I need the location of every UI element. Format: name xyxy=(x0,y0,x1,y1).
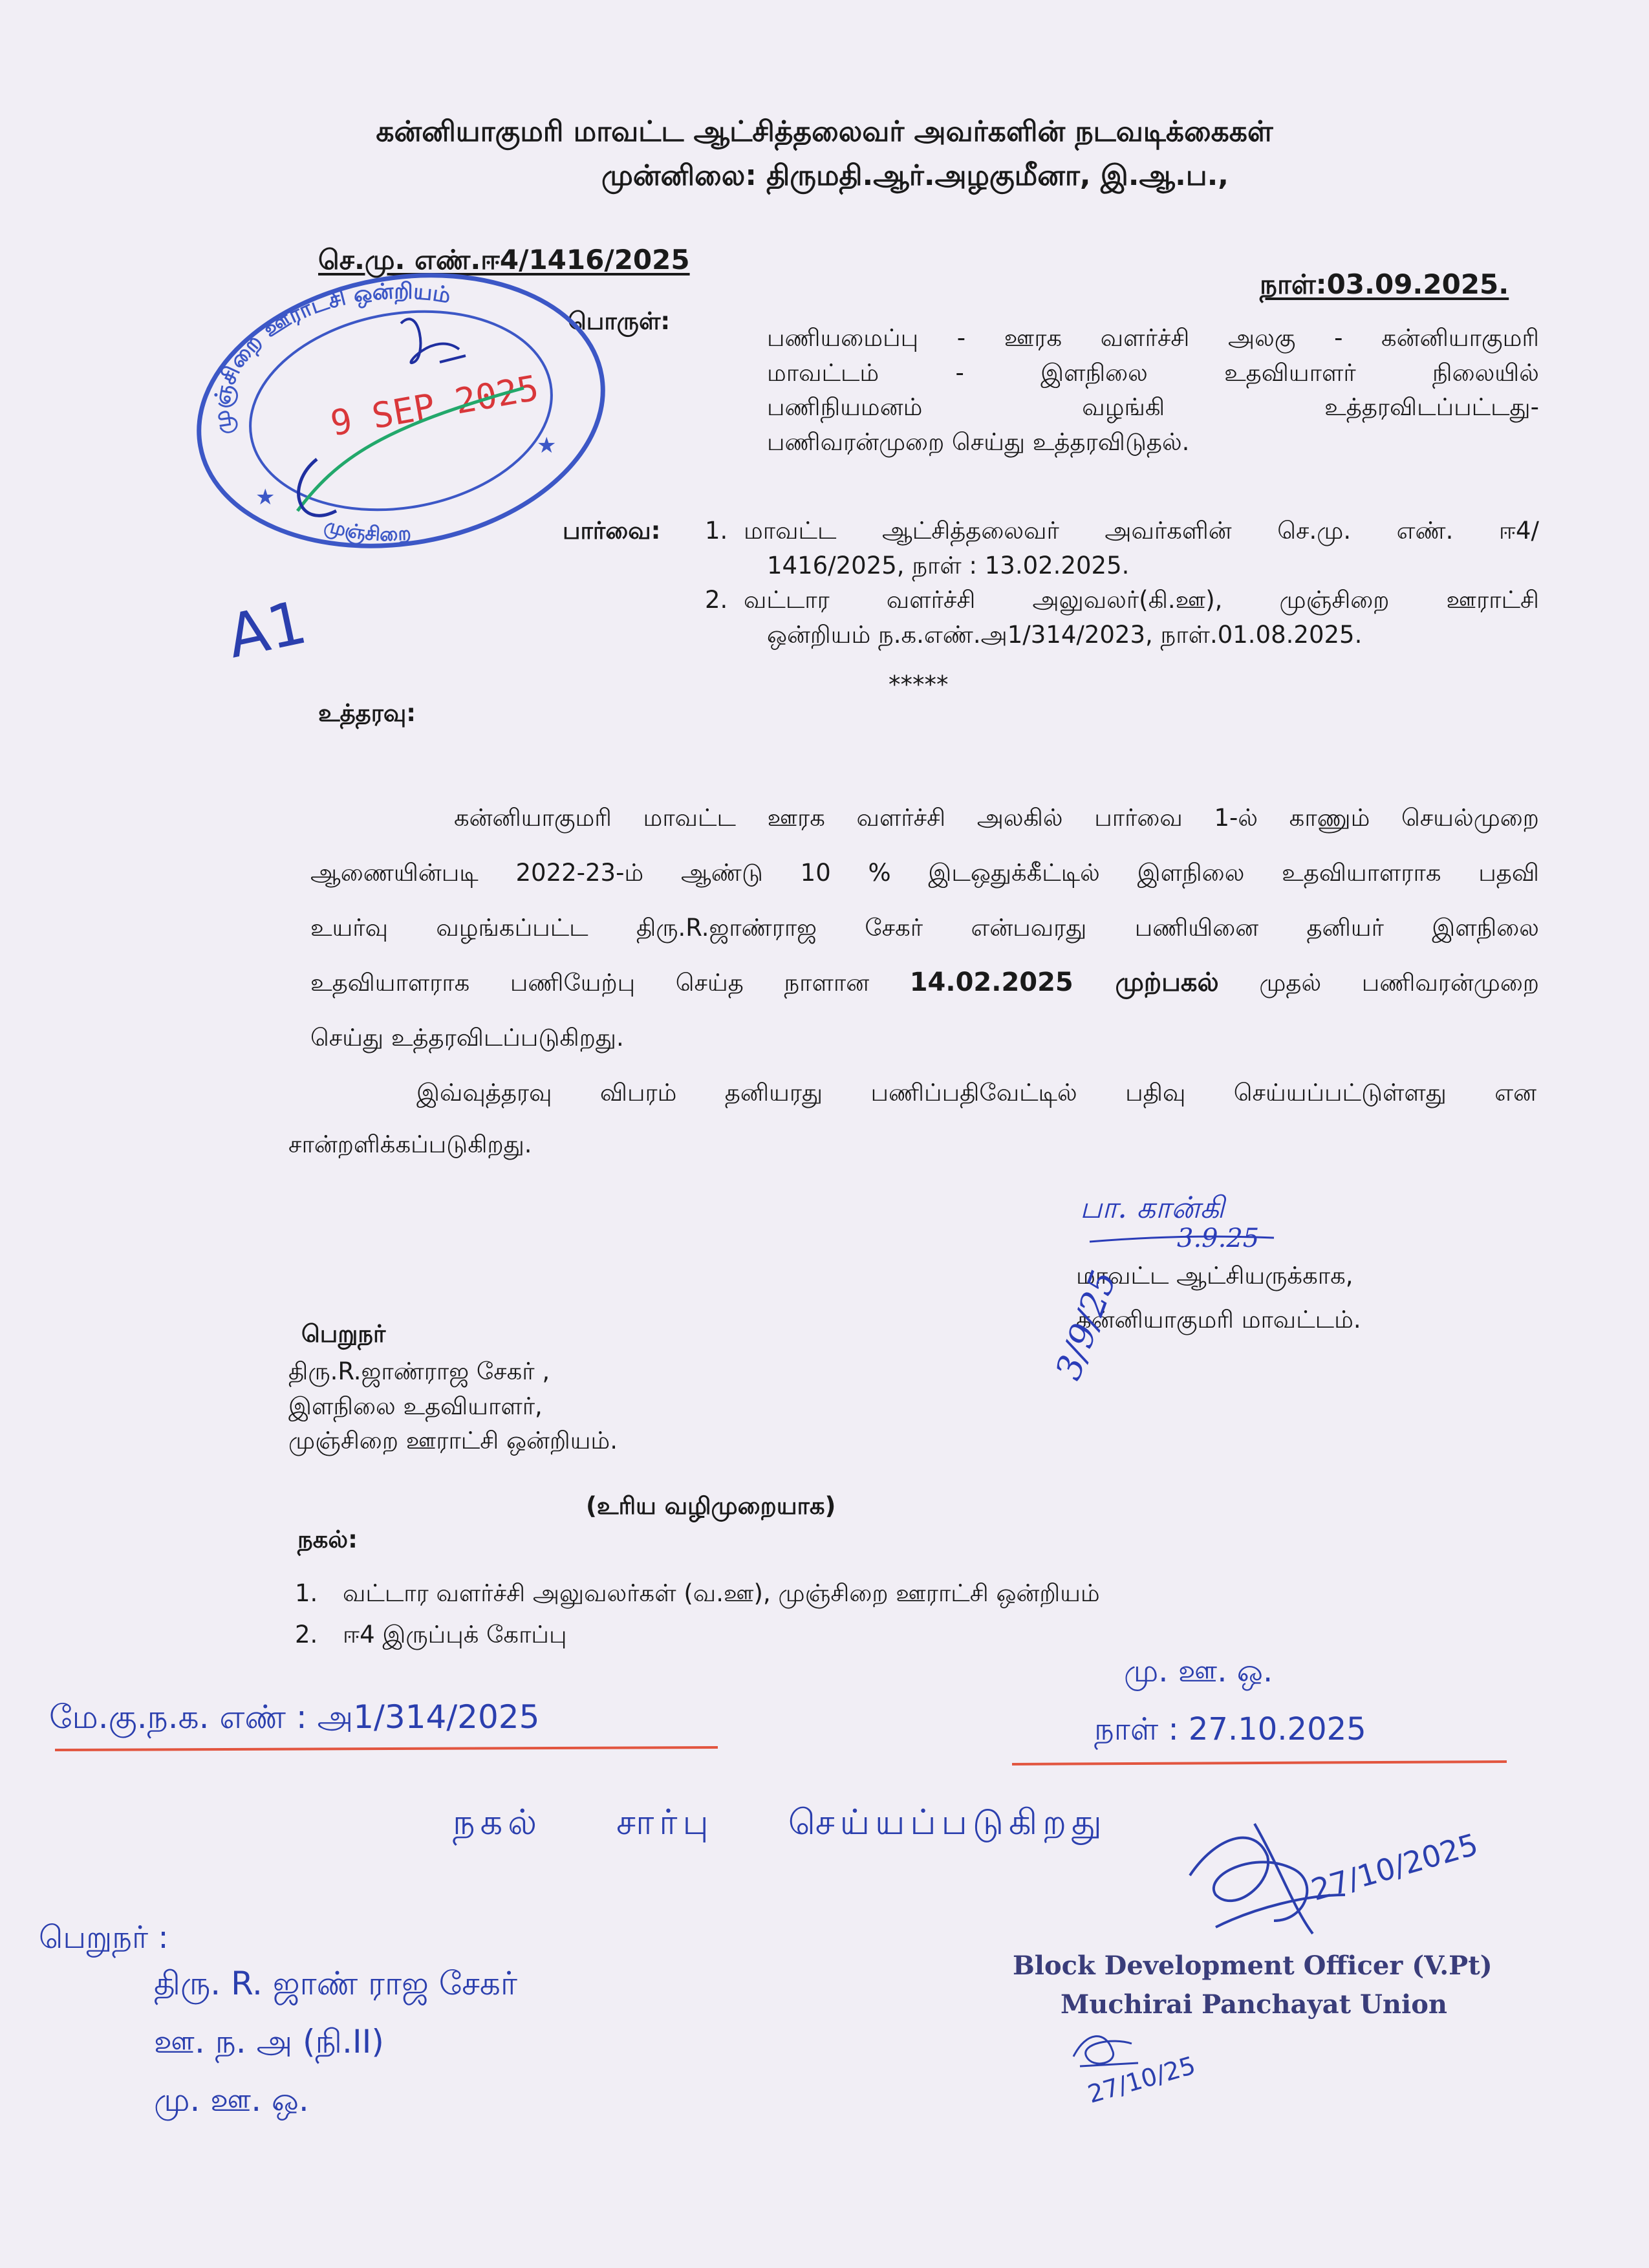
red-underline-right xyxy=(1009,1750,1513,1776)
handwritten-forward-line: நகல் சார்பு செய்யப்படுகிறது xyxy=(453,1802,1107,1842)
recipient-line: திரு.R.ஜாண்ராஜ சேகர் , xyxy=(288,1357,550,1385)
handwritten-sign-date: 27/10/2025 xyxy=(1307,1826,1482,1908)
svg-text:9 SEP 2025: 9 SEP 2025 xyxy=(327,367,542,444)
copy-list xyxy=(295,1573,1100,1656)
reference-item-2-cont: ஒன்றியம் ந.க.எண்.அ1/314/2023, நாள்.01.08.2025. xyxy=(767,620,1363,649)
subject-line: பணிவரன்முறை செய்து உத்தரவிடுதல். xyxy=(767,427,1190,456)
subject-line: பணியமைப்பு - ஊரக வளர்ச்சி அலகு - கன்னியாகுமரி xyxy=(767,324,1539,352)
via-note: (உரிய வழிமுறையாக) xyxy=(586,1492,836,1520)
order-line: ஆணையின்படி 2022-23-ம் ஆண்டு 10 % இடஒதுக்கீட்டில் இளநிலை உதவியாளராக பதவி xyxy=(310,859,1539,887)
copy-item: 2. ஈ4 இருப்புக் கோப்பு xyxy=(295,1621,567,1648)
handwritten-to-line: மு. ஊ. ஒ. xyxy=(154,2081,309,2119)
handwritten-to-address xyxy=(154,1954,517,2129)
header-line-2: முன்னிலை: திருமதி.ஆர்.அழகுமீனா, இ.ஆ.ப., xyxy=(601,159,1229,192)
bdo-title: Block Development Officer (V.Pt) xyxy=(1013,1950,1493,1981)
subject-text xyxy=(767,321,1539,460)
copy-item: 1. வட்டார வளர்ச்சி அலுவலர்கள் (வ.ஊ), முஞ்சிறை ஊராட்சி ஒன்றியம் xyxy=(295,1579,1100,1607)
signature-line-1: மாவட்ட ஆட்சியருக்காக, xyxy=(1076,1262,1353,1290)
order-paragraph-1 xyxy=(310,790,1539,1065)
handwritten-date-line: நாள் : 27.10.2025 xyxy=(1094,1711,1366,1747)
handwritten-ref-line: மே.கு.ந.க. எண் : அ1/314/2025 xyxy=(49,1698,540,1736)
handwritten-signature: பா. கான்கி xyxy=(1080,1190,1225,1225)
order-line: உயர்வு வழங்கப்பட்ட திரு.R.ஜாண்ராஜ சேகர் என்பவரது பணியினை தனியர் இளநிலை xyxy=(310,914,1539,942)
order-line: சான்றளிக்கப்படுகிறது. xyxy=(288,1130,532,1158)
svg-text:★: ★ xyxy=(255,484,275,510)
svg-text:★: ★ xyxy=(537,433,557,459)
handwritten-office-abbr: மு. ஊ. ஒ. xyxy=(1124,1653,1273,1689)
recipient-address xyxy=(288,1354,618,1458)
document-date: நாள்:03.09.2025. xyxy=(1260,268,1509,300)
svg-text:முஞ்சிறை ஊராட்சி ஒன்றியம்: முஞ்சிறை ஊராட்சி ஒன்றியம் xyxy=(208,278,453,437)
a1-annotation: A1 xyxy=(221,587,313,672)
handwritten-signature-date: 3.9.25 xyxy=(1177,1224,1260,1253)
subject-label: பொருள்: xyxy=(568,307,671,335)
order-line: உதவியாளராக பணியேற்பு செய்த நாளான 14.02.2025 முற்பகல் முதல் பணிவரன்முறை xyxy=(310,967,1540,997)
red-underline-left xyxy=(52,1738,724,1764)
handwritten-to-line: திரு. R. ஜாண் ராஜ சேகர் xyxy=(154,1965,518,2002)
signature-line-2: கன்னியாகுமரி மாவட்டம். xyxy=(1076,1306,1361,1334)
reference-item-2: 2. வட்டார வளர்ச்சி அலுவலர்(கி.ஊ), முஞ்சிறை ஊராட்சி xyxy=(705,586,1539,614)
reference-list xyxy=(705,513,1539,653)
recipient-line: முஞ்சிறை ஊராட்சி ஒன்றியம். xyxy=(288,1427,618,1455)
reference-item-1: 1. மாவட்ட ஆட்சித்தலைவர் அவர்களின் செ.மு. எண். ஈ4/ xyxy=(705,517,1539,545)
order-line: இவ்வுத்தரவு விபரம் தனியரது பணிப்பதிவேட்டில் பதிவு செய்யப்பட்டுள்ளது என xyxy=(416,1079,1536,1107)
subject-line: மாவட்டம் - இளநிலை உதவியாளர் நிலையில் xyxy=(767,358,1539,387)
separator-stars: ***** xyxy=(889,671,949,698)
office-stamp-icon xyxy=(188,265,614,556)
recipient-line: இளநிலை உதவியாளர், xyxy=(288,1392,543,1420)
handwritten-to-line: ஊ. ந. அ (நி.II) xyxy=(154,2023,384,2060)
bottom-initial-date: 27/10/25 xyxy=(1084,2051,1199,2109)
order-line: கன்னியாகுமரி மாவட்ட ஊரக வளர்ச்சி அலகில் பார்வை 1-ல் காணும் செயல்முறை xyxy=(454,804,1539,832)
signature-underline xyxy=(1086,1229,1280,1248)
initial-date: 3/9/25 xyxy=(1048,1265,1125,1385)
subject-line: பணிநியமனம் வழங்கி உத்தரவிடப்பட்டது- xyxy=(767,393,1539,422)
copy-label: நகல்: xyxy=(297,1526,358,1553)
order-label: உத்தரவு: xyxy=(318,699,416,727)
recipient-label: பெறுநர் xyxy=(301,1320,386,1348)
reference-label: பார்வை: xyxy=(563,517,661,545)
reference-item-1-cont: 1416/2025, நாள் : 13.02.2025. xyxy=(767,551,1130,579)
bdo-office: Muchirai Panchayat Union xyxy=(1061,1989,1447,2020)
svg-text:முஞ்சிறை: முஞ்சிறை xyxy=(321,513,412,546)
handwritten-to-label: பெறுநர் : xyxy=(39,1919,169,1956)
ref-number: செ.மு. எண்.ஈ4/1416/2025 xyxy=(318,244,690,275)
header-line-1: கன்னியாகுமரி மாவட்ட ஆட்சித்தலைவர் அவர்களின் நடவடிக்கைகள் xyxy=(376,115,1273,148)
order-line: செய்து உத்தரவிடப்படுகிறது. xyxy=(310,1024,624,1052)
order-paragraph-2 xyxy=(288,1067,1536,1171)
